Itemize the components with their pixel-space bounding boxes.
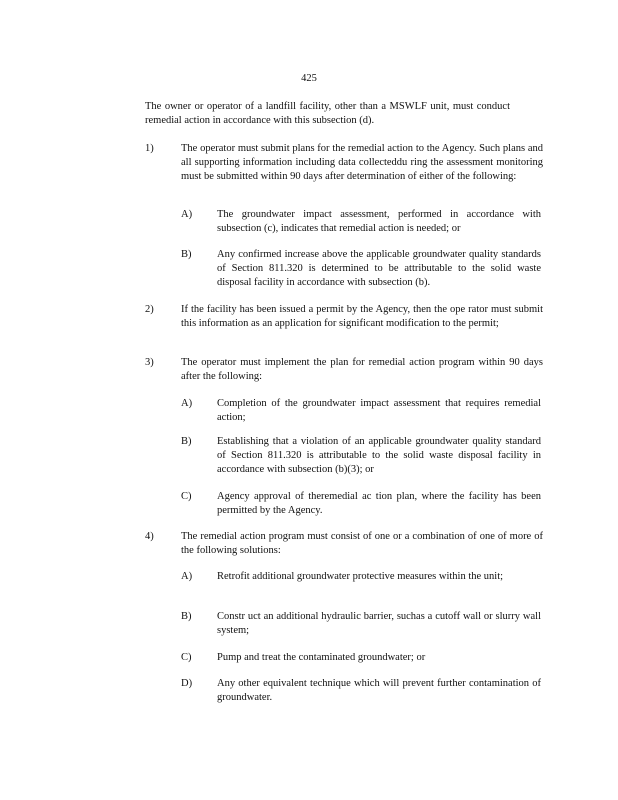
list-item-3	[145, 356, 545, 384]
item-number: 1)	[145, 143, 154, 154]
sub-item-letter: D)	[181, 678, 193, 689]
sub-item-letter: C)	[181, 491, 192, 502]
sub-item-text: Constr uct an additional hydraulic barrier, suchas a cutoff wall or slurry wall system;	[217, 611, 541, 636]
sub-item-text: Any confirmed increase above the applicable groundwater quality standards of Section 811.320 is determined to be attributable to the solid waste disposal facility in accordance with subsection (b).	[217, 249, 541, 288]
list-item-4	[145, 530, 545, 558]
list-item-1	[145, 142, 545, 184]
sub-item-text: Agency approval of theremedial ac tion plan, where the facility has been permitted by the Agency.	[217, 491, 541, 516]
sub-item-1b	[181, 248, 543, 290]
item-text: The remedial action program must consist of one or a combination of one of more of the following solutions:	[181, 531, 543, 556]
item-number: 3)	[145, 357, 154, 368]
intro-paragraph: The owner or operator of a landfill facility, other than a MSWLF unit, must conduct remedial action in accordance with this subsection (d).	[145, 101, 510, 126]
sub-item-letter: C)	[181, 652, 192, 663]
sub-item-letter: B)	[181, 436, 192, 447]
item-text: If the facility has been issued a permit by the Agency, then the ope rator must submit this information as an application for significant modification to the permit;	[181, 304, 543, 329]
sub-item-text: The groundwater impact assessment, performed in accordance with subsection (c), indicates that remedial action is needed; or	[217, 209, 541, 234]
sub-item-text: Retrofit additional groundwater protective measures within the unit;	[217, 571, 504, 582]
sub-item-1a	[181, 208, 543, 236]
sub-item-text: Completion of the groundwater impact assessment that requires remedial action;	[217, 398, 541, 423]
item-number: 4)	[145, 531, 154, 542]
item-number: 2)	[145, 304, 154, 315]
sub-item-3c	[181, 490, 543, 518]
sub-item-text: Establishing that a violation of an applicable groundwater quality standard of Section 811.320 is attributable to the solid waste disposal facility in accordance with subsection (b)(3); or	[217, 436, 541, 475]
sub-item-3a	[181, 397, 543, 425]
sub-item-letter: A)	[181, 571, 193, 582]
sub-item-letter: B)	[181, 249, 192, 260]
sub-item-letter: A)	[181, 209, 193, 220]
sub-item-text: Pump and treat the contaminated groundwater; or	[217, 652, 426, 663]
sub-item-letter: B)	[181, 611, 192, 622]
sub-item-3b	[181, 435, 543, 477]
sub-item-4c	[181, 651, 543, 665]
item-text: The operator must submit plans for the remedial action to the Agency. Such plans and all supporting information including data collecteddu ring the assessment monitoring must be submitted within 90 days after determination of either of the following:	[181, 143, 543, 182]
item-text: The operator must implement the plan for remedial action program within 90 days after the following:	[181, 357, 543, 382]
sub-item-4a	[181, 570, 543, 584]
page-number: 425	[301, 73, 317, 84]
sub-item-letter: A)	[181, 398, 193, 409]
sub-item-text: Any other equivalent technique which will prevent further contamination of groundwater.	[217, 678, 541, 703]
list-item-2	[145, 303, 545, 331]
sub-item-4d	[181, 677, 543, 705]
sub-item-4b	[181, 610, 543, 638]
